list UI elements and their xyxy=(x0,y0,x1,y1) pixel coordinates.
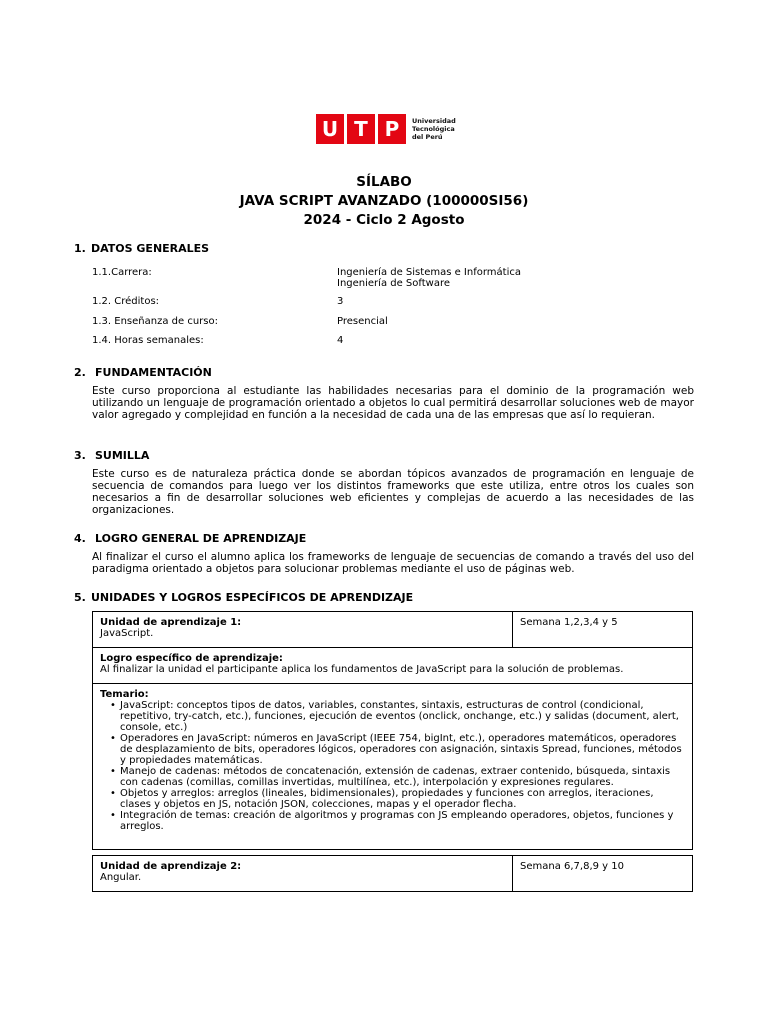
carrera-value-1: Ingeniería de Sistemas e Informática xyxy=(337,267,521,278)
unidad-1-semana-cell xyxy=(513,612,692,648)
unidad-2-table xyxy=(92,855,693,892)
doc-title-silabo: SÍLABO xyxy=(356,174,412,190)
sumilla-text: Este curso es de naturaleza práctica donde se abordan tópicos avanzados de programación en lenguaje de secuencia de comandos para luego ver los distintos frameworks que este utiliza, entre otros los cuales son necesarios a fin de desarrollar soluciones web eficientes y complejas de acuerdo a las necesidades de las organizaciones. xyxy=(92,468,694,516)
temario-item: • Manejo de cadenas: métodos de concatenación, extensión de cadenas, extraer contenido, búsqueda, sintaxis con cadenas (comillas, comillas invertidas, multilínea, etc.), interpolación y expresiones regulares. xyxy=(120,766,685,788)
creditos-value: 3 xyxy=(337,296,344,307)
horas-value: 4 xyxy=(337,335,344,346)
logo-letter-p: P xyxy=(378,114,406,144)
temario-item: • Operadores en JavaScript: números en JavaScript (IEEE 754, bigInt, etc.), operadores matemáticos, operadores de desplazamiento de bits, operadores lógicos, operadores con asignación, sintaxis Spread, funciones, métodos y propiedades matemáticas. xyxy=(120,733,685,766)
temario-item: • Objetos y arreglos: arreglos (lineales, bidimensionales), propiedades y funciones con arreglos, iteraciones, clases y objetos en JS, notación JSON, colecciones, mapas y el operador flecha. xyxy=(120,788,685,810)
logro-general-text: Al finalizar el curso el alumno aplica los frameworks de lenguaje de secuencias de comando a través del uso del paradigma orientado a objetos para solucionar problemas mediante el uso de páginas web. xyxy=(92,551,694,575)
unidad-1-semana: Semana 1,2,3,4 y 5 xyxy=(520,617,618,628)
unidad-1-temario-cell xyxy=(93,684,692,849)
unidad-1-name: JavaScript. xyxy=(100,628,154,639)
section-heading-datos: 1. DATOS GENERALES xyxy=(74,242,210,255)
fundamentacion-text: Este curso proporciona al estudiante las habilidades necesarias para el dominio de la programación web utilizando un lenguaje de programación orientado a objetos lo cual permitirá desarrollar soluciones web de mayor valor agregado y complejidad en función a la necesidad de cada una de las empresas que así lo requieran. xyxy=(92,385,694,421)
carrera-label: 1.1.Carrera: xyxy=(92,267,152,278)
logo-letter-t: T xyxy=(347,114,375,144)
unidad-1-label: Unidad de aprendizaje 1: xyxy=(100,617,242,628)
section-heading-fundamentacion: 2. FUNDAMENTACIÓN xyxy=(74,366,212,379)
ensenanza-label: 1.3. Enseñanza de curso: xyxy=(92,316,218,327)
horas-label: 1.4. Horas semanales: xyxy=(92,335,204,346)
unidad-2-header-cell xyxy=(93,856,513,891)
unidad-1-table xyxy=(92,611,693,850)
creditos-label: 1.2. Créditos: xyxy=(92,296,160,307)
doc-title-course: JAVA SCRIPT AVANZADO (100000SI56) xyxy=(239,193,529,209)
unidad-1-logro-text: Al finalizar la unidad el participante aplica los fundamentos de JavaScript para la solución de problemas. xyxy=(100,664,624,675)
temario-item: • JavaScript: conceptos tipos de datos, variables, constantes, sintaxis, estructuras de control (condicional, repetitivo, try-catch, etc.), funciones, ejecución de eventos (onclick, onchange, etc.) y salidas (document, alert, console, etc.) xyxy=(120,700,685,733)
unidad-1-logro-label: Logro específico de aprendizaje: xyxy=(100,653,283,664)
carrera-value-2: Ingeniería de Software xyxy=(337,278,451,289)
unidad-1-temario-label: Temario: xyxy=(100,689,149,700)
doc-title-period: 2024 - Ciclo 2 Agosto xyxy=(303,212,465,228)
temario-item: • Integración de temas: creación de algoritmos y programas con JS empleando operadores, objetos, funciones y arreglos. xyxy=(120,810,685,832)
logo-university-name: Universidad Tecnológica del Perú xyxy=(412,117,456,141)
ensenanza-value: Presencial xyxy=(337,316,388,327)
unidad-1-logro-cell xyxy=(93,648,692,684)
unidad-2-semana: Semana 6,7,8,9 y 10 xyxy=(520,861,624,872)
unidad-2-label: Unidad de aprendizaje 2: xyxy=(100,861,242,872)
unidad-2-name: Angular. xyxy=(100,872,142,883)
logo-letter-u: U xyxy=(316,114,344,144)
unidad-1-temario-list xyxy=(100,700,685,832)
unidad-2-semana-cell xyxy=(513,856,692,891)
section-heading-sumilla: 3. SUMILLA xyxy=(74,449,150,462)
utp-logo xyxy=(316,114,456,144)
unidad-1-header-cell xyxy=(93,612,513,648)
section-heading-unidades: 5. UNIDADES Y LOGROS ESPECÍFICOS DE APRENDIZAJE xyxy=(74,591,414,604)
section-heading-logro-general: 4. LOGRO GENERAL DE APRENDIZAJE xyxy=(74,532,307,545)
